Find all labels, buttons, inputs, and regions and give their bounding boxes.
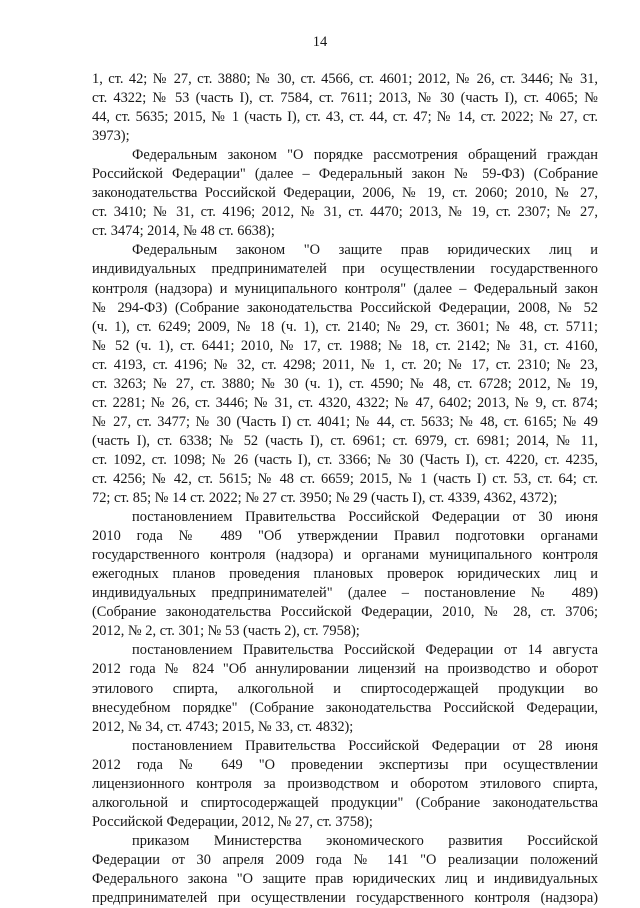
text-line: постановлением Правительства Российской Федерации от 28 июня — [132, 737, 598, 754]
text-line: 72; ст. 85; № 14 ст. 2022; № 27 ст. 3950; № 29 (часть I), ст. 4339, 4362, 4372); — [92, 490, 558, 507]
text-line: ст. 3474; 2014, № 48 ст. 6638); — [92, 223, 275, 240]
paragraph — [92, 146, 598, 241]
text-line: 1, ст. 42; № 27, ст. 3880; № 30, ст. 4566, ст. 4601; 2012, № 26, ст. 3446; № 31, — [92, 71, 598, 87]
text-line: 2012 года № 649 "О проведении экспертизы при осуществлении — [92, 756, 598, 773]
paragraph — [92, 508, 598, 641]
text-line: № 294-ФЗ) (Собрание законодательства Российской Федерации, 2008, № 52 — [92, 299, 598, 316]
text-line: лицензионного контроля за производством и оборотом этилового спирта, — [92, 775, 598, 792]
paragraph — [92, 737, 598, 832]
text-line: постановлением Правительства Российской Федерации от 14 августа — [132, 642, 598, 659]
text-line: (часть I), ст. 6338; № 52 (часть I), ст. 6961; ст. 6979, ст. 6981; 2014, № 11, — [92, 432, 598, 449]
text-line: Российской Федерации" (далее – Федеральный закон № 59-ФЗ) (Собрание — [92, 166, 598, 183]
text-line: алкогольной и спиртосодержащей продукции" (Собрание законодательства — [92, 794, 598, 811]
text-line: 2010 года № 489 "Об утверждении Правил подготовки органами — [92, 528, 598, 545]
text-line: ст. 4322; № 53 (часть I), ст. 7584, ст. 7611; 2013, № 30 (часть I), ст. 4065; № — [92, 90, 598, 107]
text-line: ежегодных планов проведения плановых проверок юридических лиц и — [92, 566, 598, 583]
text-line: ст. 3263; № 27, ст. 3880; № 30 (ч. 1), ст. 4590; № 48, ст. 6728; 2012, № 19, — [92, 375, 598, 392]
text-line: ст. 2281; № 26, ст. 3446; № 31, ст. 4320, 4322; № 47, 6402; 2013, № 9, ст. 874; — [92, 394, 598, 411]
text-line: индивидуальных предпринимателей" (далее – постановление № 489) — [92, 585, 598, 602]
text-line: законодательства Российской Федерации, 2006, № 19, ст. 2060; 2010, № 27, — [92, 185, 598, 202]
paragraph — [92, 832, 598, 908]
paragraph — [92, 241, 598, 508]
text-line: государственного контроля (надзора) и органами муниципального контроля — [92, 547, 598, 564]
text-line: № 52 (ч. 1), ст. 6441; 2010, № 17, ст. 1988; № 18, ст. 2142; № 31, ст. 4160, — [92, 337, 598, 354]
text-line: Российской Федерации, 2012, № 27, ст. 3758); — [92, 813, 373, 830]
text-line: внесудебном порядке" (Собрание законодательства Российской Федерации, — [92, 699, 598, 716]
text-line: 44, ст. 5635; 2015, № 1 (часть I), ст. 43, ст. 44, ст. 47; № 14, ст. 2022; № 27, ст. — [92, 109, 598, 126]
paragraph — [92, 641, 598, 736]
text-line: (Собрание законодательства Российской Федерации, 2010, № 28, ст. 3706; — [92, 604, 598, 621]
text-line: ст. 4193, ст. 4196; № 32, ст. 4298; 2011, № 1, ст. 20; № 17, ст. 2310; № 23, — [92, 356, 598, 373]
text-line: 2012, № 34, ст. 4743; 2015, № 33, ст. 4832); — [92, 718, 354, 735]
text-line: приказом Министерства экономического развития Российской — [132, 832, 598, 849]
document-body — [92, 70, 598, 908]
text-line: Федеральным законом "О порядке рассмотрения обращений граждан — [132, 147, 598, 164]
text-line: контроля (надзора) и муниципального контроля" (далее – Федеральный закон — [92, 280, 598, 297]
text-line: ст. 3410; № 31, ст. 4196; 2012, № 31, ст. 4470; 2013, № 19, ст. 2307; № 27, — [92, 204, 598, 221]
page-number: 14 — [312, 34, 328, 50]
text-line: этилового спирта, алкогольной и спиртосодержащей продукции во — [92, 680, 598, 697]
text-line: (ч. 1), ст. 6249; 2009, № 18 (ч. 1), ст. 2140; № 29, ст. 3601; № 48, ст. 5711; — [92, 318, 598, 335]
text-line: Федеральным законом "О защите прав юридических лиц и — [132, 242, 598, 259]
text-line: предпринимателей при осуществлении государственного контроля (надзора) — [92, 890, 598, 907]
text-line: 3973); — [92, 128, 130, 145]
text-line: 2012 года № 824 "Об аннулировании лицензий на производство и оборот — [92, 661, 598, 678]
text-line: индивидуальных предпринимателей при осуществлении государственного — [92, 261, 598, 278]
paragraph — [92, 70, 598, 146]
text-line: ст. 1092, ст. 1098; № 26 (часть I), ст. 3366; № 30 (Часть I), ст. 4220, ст. 4235, — [92, 451, 598, 468]
text-line: № 27, ст. 3477; № 30 (Часть I) ст. 4041; № 44, ст. 5633; № 48, ст. 6165; № 49 — [92, 413, 598, 430]
text-line: 2012, № 2, ст. 301; № 53 (часть 2), ст. 7958); — [92, 623, 360, 640]
text-line: Федерации от 30 апреля 2009 года № 141 "О реализации положений — [92, 851, 598, 868]
text-line: ст. 4256; № 42, ст. 5615; № 48 ст. 6659; 2015, № 1 (часть I) ст. 53, ст. 64; ст. — [92, 470, 598, 487]
text-line: Федерального закона "О защите прав юридических лиц и индивидуальных — [92, 870, 598, 887]
text-line: постановлением Правительства Российской Федерации от 30 июня — [132, 509, 598, 526]
